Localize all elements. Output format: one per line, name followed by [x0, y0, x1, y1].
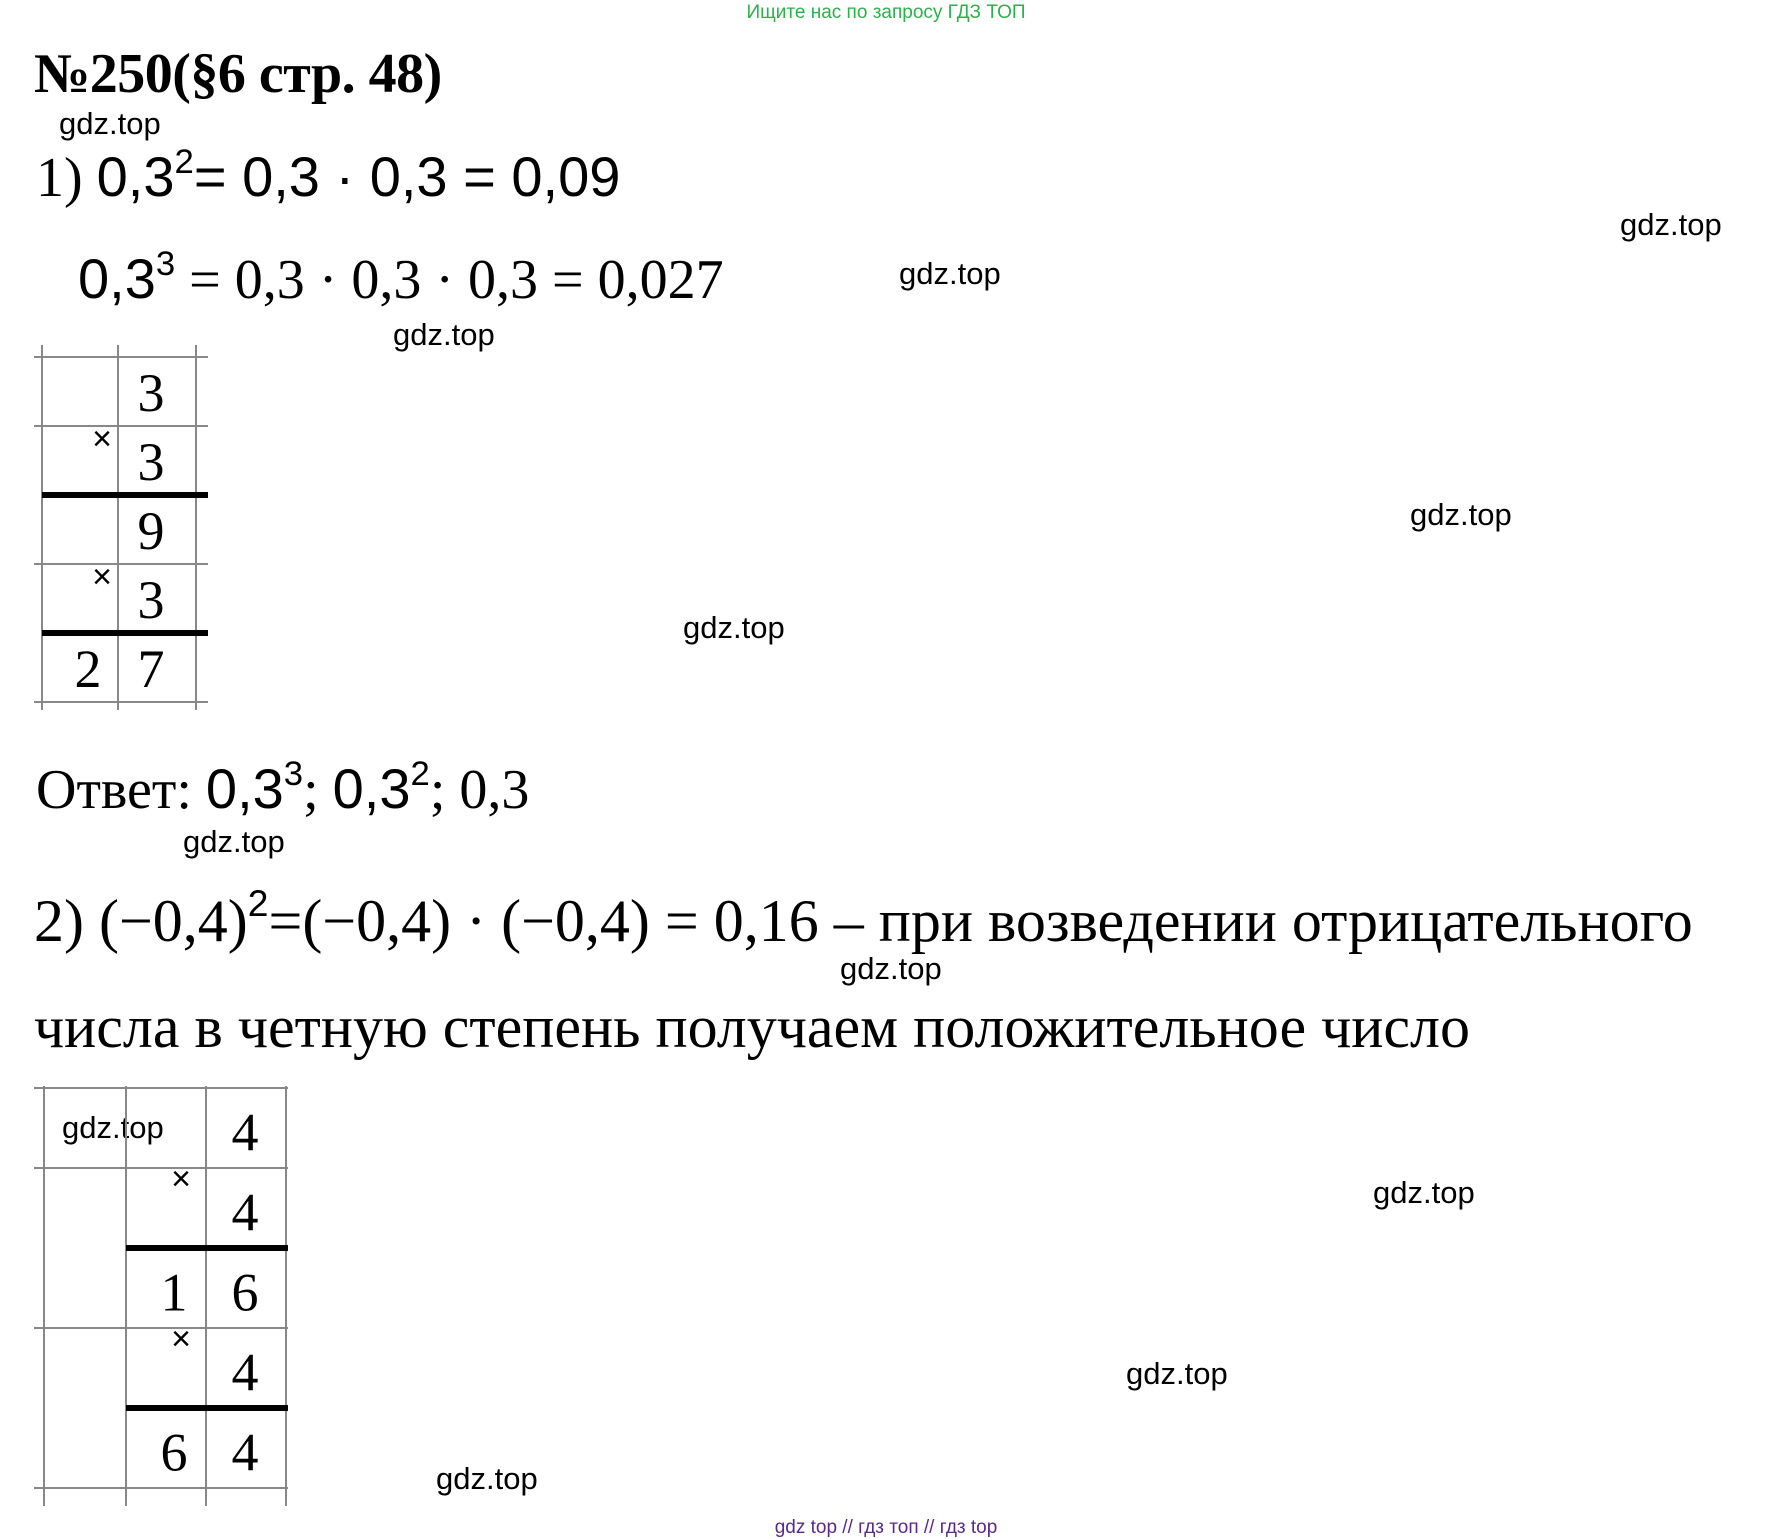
- part1-line2-base: 0,3: [78, 247, 156, 310]
- watermark: gdz.top: [436, 1461, 538, 1496]
- footer-links: gdz top // гдз топ // гдз top: [774, 1517, 998, 1538]
- grid-digit: 4: [231, 1182, 259, 1243]
- grid-digit: 3: [137, 569, 165, 630]
- multiply-sign: ×: [92, 558, 112, 596]
- part2-line1-base: −0,4): [118, 888, 248, 954]
- answer-sep1: ;: [303, 759, 333, 821]
- watermark: gdz.top: [183, 824, 285, 859]
- part2-line1: [34, 882, 1693, 956]
- part1-line2: [78, 246, 724, 312]
- part1-line1-prefix: 1): [36, 147, 97, 209]
- answer-label: Ответ:: [36, 759, 206, 821]
- part1-line2-rest: = 0,3 · 0,3 · 0,3 = 0,027: [175, 249, 724, 311]
- grid-digit: 1: [160, 1262, 188, 1323]
- grid-digit: 7: [137, 638, 165, 699]
- part2-line2: числа в четную степень получаем положительное число: [34, 994, 1470, 1060]
- grid-digit: 3: [137, 431, 165, 492]
- watermark: gdz.top: [683, 610, 785, 645]
- grid-digit: 4: [231, 1342, 259, 1403]
- watermark: gdz.top: [1126, 1356, 1228, 1391]
- part2-line1-exp: 2: [247, 882, 269, 925]
- watermark: gdz.top: [59, 106, 161, 141]
- multiply-sign: ×: [171, 1160, 191, 1198]
- grid-digit: 4: [231, 1102, 259, 1163]
- watermark: gdz.top: [1410, 497, 1512, 532]
- grid-digit: 6: [160, 1422, 188, 1483]
- grid-digit: 2: [74, 638, 102, 699]
- answer-b-base: 0,3: [332, 757, 411, 820]
- watermark: gdz.top: [393, 317, 495, 352]
- watermark: gdz.top: [899, 256, 1001, 291]
- answer-a-exp: 3: [283, 754, 304, 793]
- multiplication-grid-1: [30, 345, 210, 710]
- multiply-sign: ×: [171, 1320, 191, 1358]
- answer-line: [36, 756, 529, 822]
- part1-line1-exp: 2: [174, 142, 194, 181]
- grid-digit: 9: [137, 500, 165, 561]
- part2-line1-prefix: 2) (: [34, 888, 119, 954]
- answer-a-base: 0,3: [205, 757, 284, 820]
- watermark: gdz.top: [1373, 1175, 1475, 1210]
- watermark: gdz.top: [1620, 207, 1722, 242]
- grid-digit: 6: [231, 1262, 259, 1323]
- answer-sep2: ; 0,3: [429, 759, 530, 821]
- multiply-sign: ×: [92, 420, 112, 458]
- part1-line1-base: 0,3: [96, 145, 175, 208]
- part2-line1-rest: =(−0,4) · (−0,4) = 0,16 – при возведении отрицательного: [268, 888, 1693, 954]
- grid-digit: 3: [137, 362, 165, 423]
- part1-line1-rest: = 0,3 · 0,3 = 0,09: [193, 145, 621, 208]
- answer-b-exp: 2: [410, 754, 430, 793]
- part1-line2-exp: 3: [155, 244, 176, 283]
- multiplication-grid-2: [34, 1086, 294, 1508]
- watermark: gdz.top: [62, 1110, 164, 1145]
- watermark: gdz.top: [840, 951, 942, 986]
- grid-digit: 4: [231, 1422, 259, 1483]
- search-banner: Ищите нас по запросу ГДЗ ТОП: [746, 2, 1026, 23]
- problem-title: №250(§6 стр. 48): [34, 43, 442, 105]
- part1-line1: [36, 144, 620, 210]
